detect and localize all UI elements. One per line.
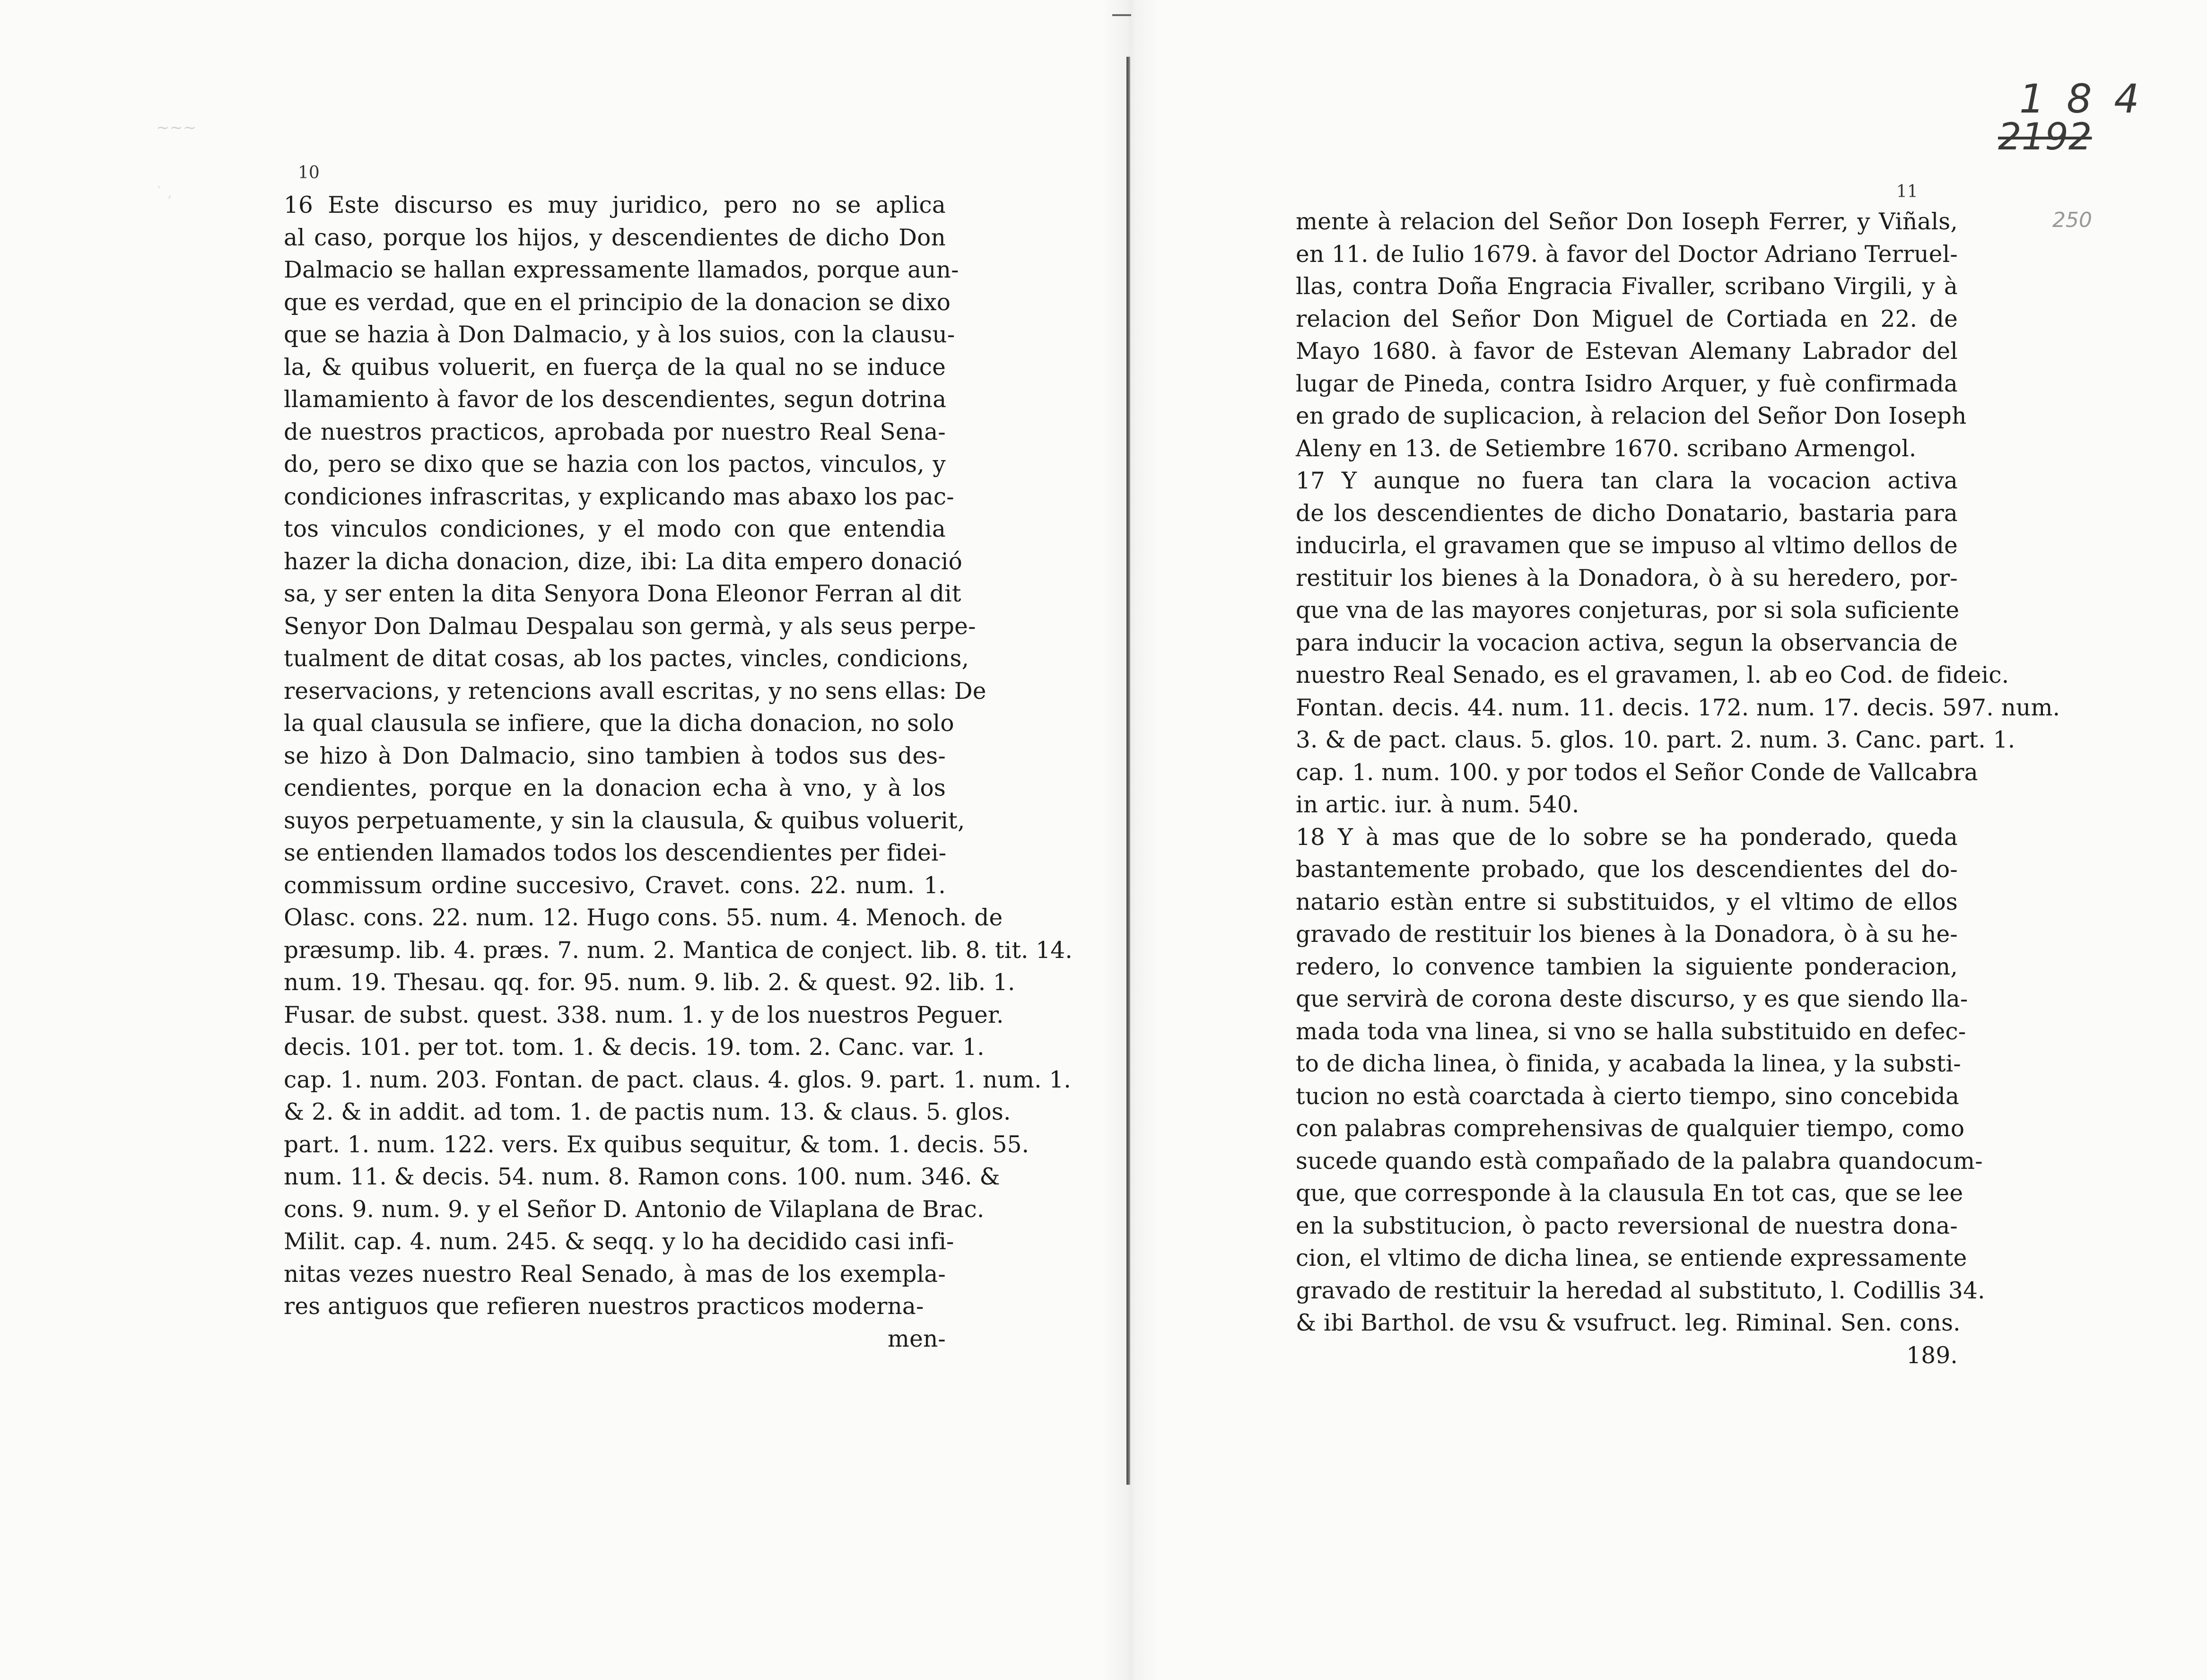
text-line: sa, y ser enten la dita Senyora Dona Eleonor Ferran al dit <box>284 581 961 607</box>
text-line: nuestro Real Senado, es el gravamen, l. ab eo Cod. de fideic. <box>1296 662 2009 688</box>
text-line: para inducir la vocacion activa, segun la observancia de <box>1296 629 1958 656</box>
text-line: mente à relacion del Señor Don Ioseph Ferrer, y Viñals, <box>1296 209 1958 235</box>
text-line: de los descendientes de dicho Donatario, bastaria para <box>1296 500 1958 527</box>
text-line: tucion no està coarctada à cierto tiempo, sino concebida <box>1296 1083 1960 1110</box>
text-line: res antiguos que refieren nuestros practicos moderna- <box>284 1293 924 1320</box>
text-line: tos vinculos condiciones, y el modo con que entendia <box>284 516 946 542</box>
text-line: decis. 101. per tot. tom. 1. & decis. 19. tom. 2. Canc. var. 1. <box>284 1034 985 1061</box>
manuscript-side-note: 250 <box>2052 208 2092 232</box>
text-line: con palabras comprehensivas de qualquier tiempo, como <box>1296 1115 1965 1142</box>
text-line: la qual clausula se infiere, que la dicha donacion, no solo <box>284 710 954 737</box>
left-page-text <box>284 189 1073 1323</box>
text-line: num. 19. Thesau. qq. for. 95. num. 9. lib. 2. & quest. 92. lib. 1. <box>284 969 1015 996</box>
top-mark <box>1112 14 1131 16</box>
text-line: que, que corresponde à la clausula En tot cas, que se lee <box>1296 1180 1963 1207</box>
text-line: mada toda vna linea, si vno se halla substituido en defec- <box>1296 1018 1966 1045</box>
text-line: in artic. iur. à num. 540. <box>1296 792 1579 818</box>
text-line: do, pero se dixo que se hazia con los pactos, vinculos, y <box>284 451 946 478</box>
book-gutter <box>1126 57 1130 1485</box>
text-line: Senyor Don Dalmau Despalau son germà, y als seus perpe- <box>284 613 976 640</box>
left-page-folio: 10 <box>298 163 320 183</box>
text-line: 18 Y à mas que de lo sobre se ha ponderado, queda <box>1296 824 1958 851</box>
text-line: Mayo 1680. à favor de Estevan Alemany Labrador del <box>1296 338 1958 365</box>
text-line: Dalmacio se hallan expressamente llamados, porque aun- <box>284 257 959 283</box>
text-line: & ibi Barthol. de vsu & vsufruct. leg. Riminal. Sen. cons. <box>1296 1310 1961 1336</box>
left-page <box>284 156 1073 1355</box>
text-line: lugar de Pineda, contra Isidro Arquer, y fuè confirmada <box>1296 370 1958 397</box>
manuscript-struck-number: 2192 <box>1998 116 2092 158</box>
text-line: commissum ordine succesivo, Cravet. cons. 22. num. 1. <box>284 872 946 899</box>
text-line: nitas vezes nuestro Real Senado, à mas de los exempla- <box>284 1261 946 1288</box>
text-line: Fusar. de subst. quest. 338. num. 1. y de los nuestros Peguer. <box>284 1001 1004 1028</box>
text-line: 16 Este discurso es muy juridico, pero no se aplica <box>284 192 946 218</box>
text-line: tualment de ditat cosas, ab los pactes, vincles, condicions, <box>284 645 969 672</box>
right-page <box>1296 180 2060 1372</box>
text-line: cap. 1. num. 100. y por todos el Señor Conde de Vallcabra <box>1296 759 1978 786</box>
text-line: se entienden llamados todos los descendientes per fidei- <box>284 840 947 866</box>
text-line: en grado de suplicacion, à relacion del Señor Don Ioseph <box>1296 403 1967 429</box>
text-line: bastantemente probado, que los descendientes del do- <box>1296 856 1958 883</box>
text-line: hazer la dicha donacion, dize, ibi: La dita empero donació <box>284 548 962 575</box>
text-line: Olasc. cons. 22. num. 12. Hugo cons. 55. num. 4. Menoch. de <box>284 905 1003 931</box>
text-line: gravado de restituir la heredad al substituto, l. Codillis 34. <box>1296 1277 1985 1304</box>
text-line: natario estàn entre si substituidos, y el vltimo de ellos <box>1296 888 1958 915</box>
text-line: num. 11. & decis. 54. num. 8. Ramon cons. 100. num. 346. & <box>284 1164 1000 1190</box>
text-line: sucede quando està compañado de la palabra quandocum- <box>1296 1148 1983 1175</box>
text-line: cion, el vltimo de dicha linea, se entiende expressamente <box>1296 1245 1967 1271</box>
text-line: reservacions, y retencions avall escritas, y no sens ellas: De <box>284 678 986 705</box>
text-line: cendientes, porque en la donacion echa à vno, y à los <box>284 775 946 801</box>
text-line: 3. & de pact. claus. 5. glos. 10. part. 2. num. 3. Canc. part. 1. <box>1296 727 2015 753</box>
text-line: llas, contra Doña Engracia Fivaller, scribano Virgili, y à <box>1296 273 1958 300</box>
text-line: que vna de las mayores conjeturas, por si sola suficiente <box>1296 597 1960 624</box>
text-line: 17 Y aunque no fuera tan clara la vocacion activa <box>1296 468 1958 494</box>
text-line: al caso, porque los hijos, y descendientes de dicho Don <box>284 224 946 251</box>
text-line: en la substitucion, ò pacto reversional de nuestra dona- <box>1296 1212 1958 1239</box>
text-line: cap. 1. num. 203. Fontan. de pact. claus. 4. glos. 9. part. 1. num. 1. <box>284 1066 1072 1093</box>
text-line: llamamiento à favor de los descendientes, segun dotrina <box>284 386 947 413</box>
text-line: Milit. cap. 4. num. 245. & seqq. y lo ha decidido casi infi- <box>284 1228 954 1255</box>
text-line: de nuestros practicos, aprobada por nuestro Real Sena- <box>284 418 946 445</box>
text-line: to de dicha linea, ò finida, y acabada la linea, y la substi- <box>1296 1051 1961 1077</box>
gutter-shadow <box>1102 0 1159 1680</box>
text-line: cons. 9. num. 9. y el Señor D. Antonio de Vilaplana de Brac. <box>284 1196 985 1223</box>
text-line: se hizo à Don Dalmacio, sino tambien à todos sus des- <box>284 742 946 769</box>
text-line: part. 1. num. 122. vers. Ex quibus sequitur, & tom. 1. decis. 55. <box>284 1131 1029 1158</box>
text-line: Aleny en 13. de Setiembre 1670. scribano Armengol. <box>1296 435 1917 462</box>
faded-bleedthrough: ~~~ <box>156 118 197 137</box>
text-line: præsump. lib. 4. præs. 7. num. 2. Mantica de conject. lib. 8. tit. 14. <box>284 937 1073 964</box>
left-page-catchword: men- <box>887 1325 946 1352</box>
text-line: la, & quibus voluerit, en fuerça de la qual no se induce <box>284 354 946 381</box>
text-line: restituir los bienes à la Donadora, ò à su heredero, por- <box>1296 565 1958 592</box>
text-line: Fontan. decis. 44. num. 11. decis. 172. num. 17. decis. 597. num. <box>1296 694 2060 721</box>
right-page-catchword: 189. <box>1906 1342 1958 1369</box>
text-line: relacion del Señor Don Miguel de Cortiada en 22. de <box>1296 305 1958 332</box>
text-line: redero, lo convence tambien la siguiente ponderacion, <box>1296 953 1958 980</box>
right-page-text <box>1296 206 2060 1340</box>
text-line: condiciones infrascritas, y explicando mas abaxo los pac- <box>284 483 954 510</box>
text-line: que es verdad, que en el principio de la donacion se dixo <box>284 289 951 316</box>
text-line: en 11. de Iulio 1679. à favor del Doctor Adriano Terruel- <box>1296 241 1958 268</box>
faded-bleedthrough-2: ` , <box>156 184 173 201</box>
text-line: suyos perpetuamente, y sin la clausula, & quibus voluerit, <box>284 807 965 834</box>
text-line: que se hazia à Don Dalmacio, y à los suios, con la clausu- <box>284 322 955 348</box>
text-line: & 2. & in addit. ad tom. 1. de pactis num. 13. & claus. 5. glos. <box>284 1099 1011 1125</box>
right-page-folio: 11 <box>1896 182 1918 201</box>
manuscript-folio-number: 1 8 4 <box>2019 76 2144 122</box>
text-line: gravado de restituir los bienes à la Donadora, ò à su he- <box>1296 921 1958 948</box>
text-line: que servirà de corona deste discurso, y es que siendo lla- <box>1296 986 1968 1012</box>
text-line: inducirla, el gravamen que se impuso al vltimo dellos de <box>1296 532 1958 559</box>
